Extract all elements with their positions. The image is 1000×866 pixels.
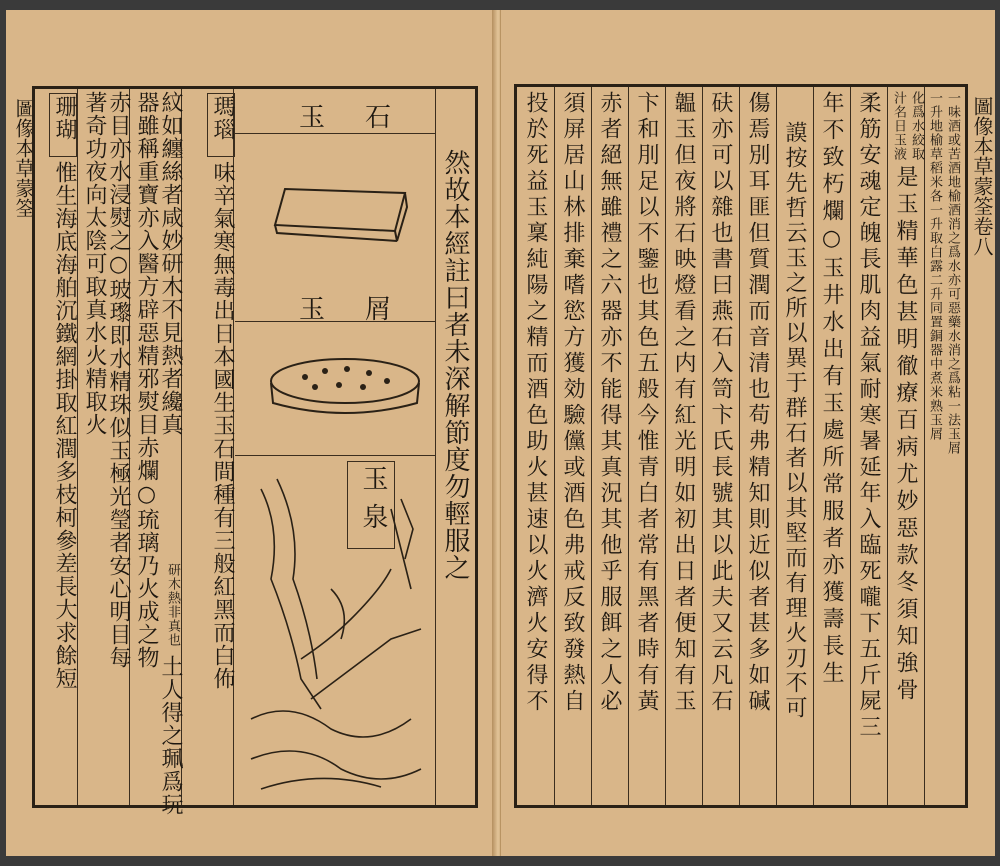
left-col-7: 惟生海底海舶沉鐵網掛取紅潤多枝柯參差長大求餘短 [52, 161, 77, 690]
right-col-4: 年不致朽爛○玉井水出有玉處所常服者亦獲壽長生 [819, 91, 844, 688]
left-col-6: 著奇功夜向太陰可取真水火精取火 [82, 91, 107, 436]
right-col-11: 須屏居山林排棄嗜慾方獲効驗儻或酒色弗戒反致發熱自 [560, 91, 585, 715]
right-col-12: 投於死益玉稟純陽之精而酒色助火甚速以火濟火安得不 [523, 91, 548, 715]
left-margin-title: 圖像本草蒙筌 [12, 98, 36, 218]
left-col-1: 然故本經註曰者未深解節度勿輕服之 [440, 149, 470, 581]
left-col-3: 紋如纏絲者咸妙研木不見熱者纔真 [158, 91, 183, 436]
right-col-6: 傷焉別耳匪但質潤而音清也苟弗精知則近似者甚多如碱 [745, 91, 770, 715]
right-text-frame [514, 84, 968, 808]
right-margin-title: 圖像本草蒙筌卷八 [970, 96, 994, 256]
right-col-1b: 一升地榆草稻米各一升取白露二升同置銅器中煮米熟玉屑 [927, 91, 942, 441]
right-col-2b: 汁名日玉液 [891, 91, 906, 161]
illustration-panel [235, 89, 435, 805]
right-col-10: 赤者絕無雖禮之六器亦不能得其真況其他乎服餌之人必 [597, 91, 622, 715]
left-text-frame [32, 86, 478, 816]
right-col-5: 謨按先哲云玉之所以異于群石者以其堅而有理火刃不可 [782, 121, 807, 721]
jade-spring-drawing [241, 469, 431, 799]
coral-heading: 珊瑚 [52, 95, 77, 141]
right-col-2: 是玉精華色甚明徹療百病尤妙惡款冬須知強骨 [893, 165, 918, 705]
jade-scrap-label: 玉屑 [299, 295, 432, 325]
left-col-3-note: 研木熱非真也 [165, 563, 180, 647]
agate-heading: 瑪瑙 [210, 95, 235, 141]
right-col-3: 柔筋安魂定魄長肌肉益氣耐寒暑延年入臨死嚨下五斤屍三 [856, 91, 881, 741]
left-col-5: 赤目亦水浸熨之○玻瓈即水精珠似玉極光瑩者安心明目每 [106, 91, 131, 669]
jade-stone-drawing [265, 169, 415, 249]
jade-stone-label: 玉石 [299, 103, 432, 133]
right-col-2a: 化爲水絞取 [909, 91, 924, 161]
right-col-9: 卞和刖足以不鑒也其色五般今惟青白者常有黑者時有黃 [634, 91, 659, 715]
jade-spring-label: 玉泉 [358, 465, 388, 541]
right-col-7: 砆亦可以雜也書曰燕石入笥卞氏長號其以此夫又云凡石 [708, 91, 733, 715]
left-col-4: 器雖稱重寶亦入醫方辟惡精邪熨目赤爛○琉璃乃火成之物 [134, 91, 159, 669]
left-col-3-tail: 土人得之珮爲玩 [158, 655, 183, 816]
right-col-1a: 一味酒或苦酒地榆酒消之爲水亦可惡藥水消之爲粘一法玉屑 [945, 91, 960, 455]
left-col-2: 味辛氣寒無毒出日本國生玉石間種有三般紅黑而白佈 [210, 161, 235, 690]
right-col-8: 韞玉但夜將石映燈看之内有紅光明如初出日者便知有玉 [671, 91, 696, 715]
jade-scrap-drawing [265, 351, 425, 423]
